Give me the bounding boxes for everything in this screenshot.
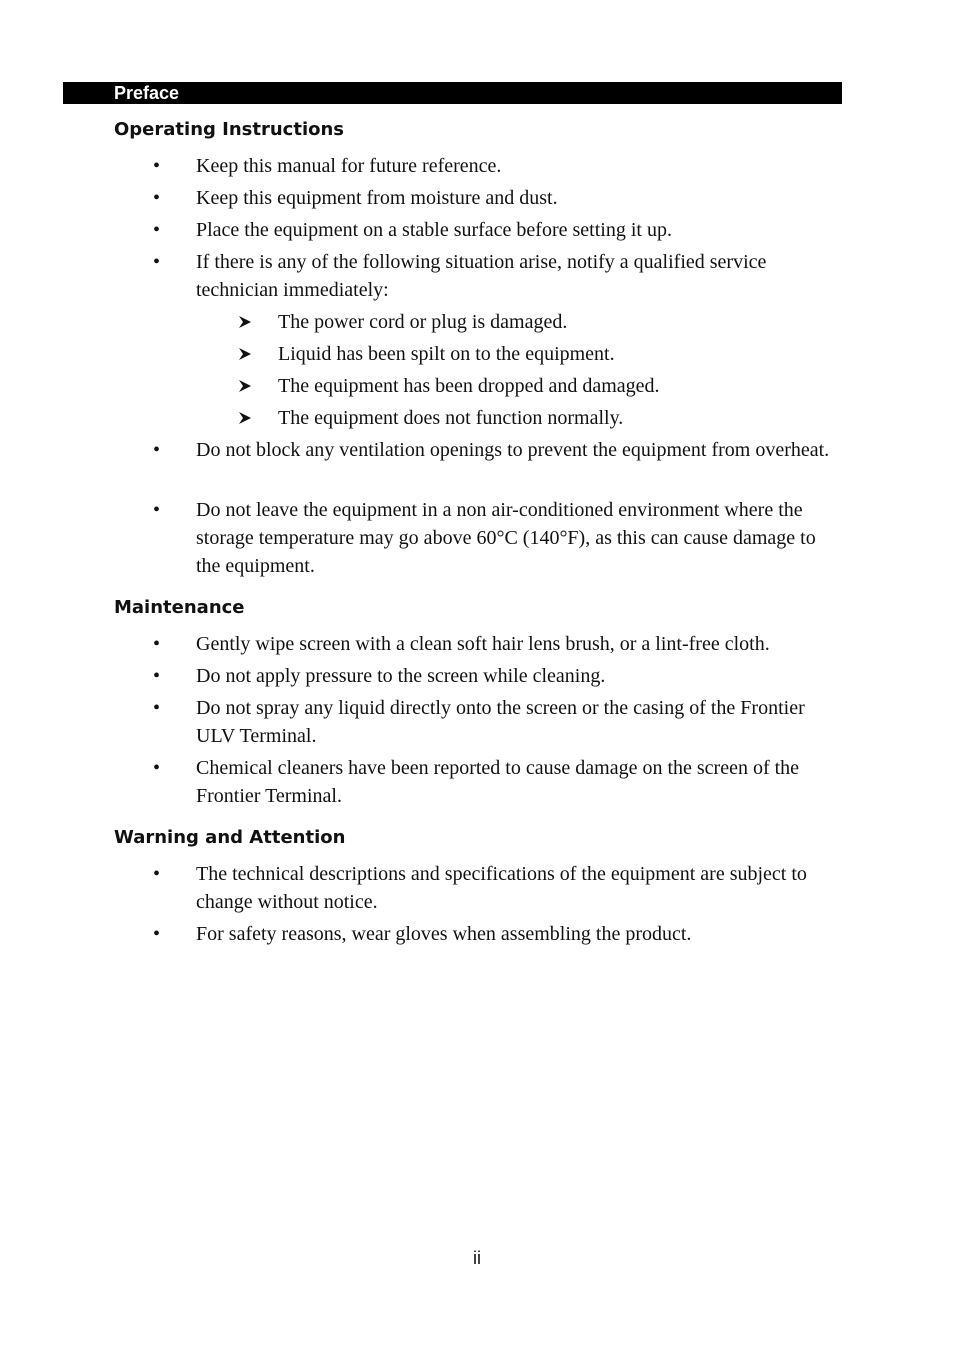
arrow-right-icon — [238, 340, 254, 368]
bullet-icon: • — [153, 251, 161, 273]
bullet-icon: • — [153, 633, 161, 655]
bullet-icon: • — [153, 923, 161, 945]
list-item: Gently wipe screen with a clean soft hair lens brush, or a lint-free cloth. — [196, 633, 770, 655]
arrow-right-icon — [238, 308, 254, 336]
sub-list-item: The power cord or plug is damaged. — [278, 311, 568, 333]
bullet-icon: • — [153, 863, 161, 885]
bullet-icon: • — [153, 155, 161, 177]
list-item: Keep this manual for future reference. — [196, 155, 502, 177]
list-item: The technical descriptions and specifications of the equipment are subject to change without notice. — [196, 863, 807, 913]
arrow-right-icon — [238, 404, 254, 432]
arrow-right-icon — [238, 372, 254, 400]
section-header-bar — [63, 82, 842, 104]
sub-list-item: The equipment does not function normally. — [278, 407, 624, 429]
list-item: Do not block any ventilation openings to prevent the equipment from overheat. — [196, 439, 830, 461]
sub-list-item: Liquid has been spilt on to the equipment. — [278, 343, 615, 365]
bullet-icon: • — [153, 499, 161, 521]
bullet-icon: • — [153, 697, 161, 719]
list-item: For safety reasons, wear gloves when assembling the product. — [196, 923, 692, 945]
bullet-icon: • — [153, 665, 161, 687]
list-item: Place the equipment on a stable surface before setting it up. — [196, 219, 672, 241]
heading-maintenance: Maintenance — [114, 597, 245, 618]
list-item: Chemical cleaners have been reported to cause damage on the screen of the Frontier Terminal. — [196, 757, 800, 807]
bullet-icon: • — [153, 757, 161, 779]
list-item: Do not leave the equipment in a non air-conditioned environment where the storage temperature may go above 60°C (140°F), as this can cause damage to the equipment. — [196, 499, 816, 577]
bullet-icon: • — [153, 219, 161, 241]
heading-warning-and-attention: Warning and Attention — [114, 827, 346, 848]
page-number: ii — [473, 1248, 481, 1268]
heading-operating-instructions: Operating Instructions — [114, 119, 345, 140]
list-item: Do not spray any liquid directly onto the screen or the casing of the Frontier ULV Terminal. — [196, 697, 805, 747]
bullet-icon: • — [153, 439, 161, 461]
list-item: If there is any of the following situation arise, notify a qualified service technician immediately: — [196, 251, 767, 301]
sub-list-item: The equipment has been dropped and damaged. — [278, 375, 660, 397]
page-title: Preface — [114, 83, 180, 103]
list-item: Keep this equipment from moisture and dust. — [196, 187, 558, 209]
list-item: Do not apply pressure to the screen while cleaning. — [196, 665, 606, 687]
bullet-icon: • — [153, 187, 161, 209]
